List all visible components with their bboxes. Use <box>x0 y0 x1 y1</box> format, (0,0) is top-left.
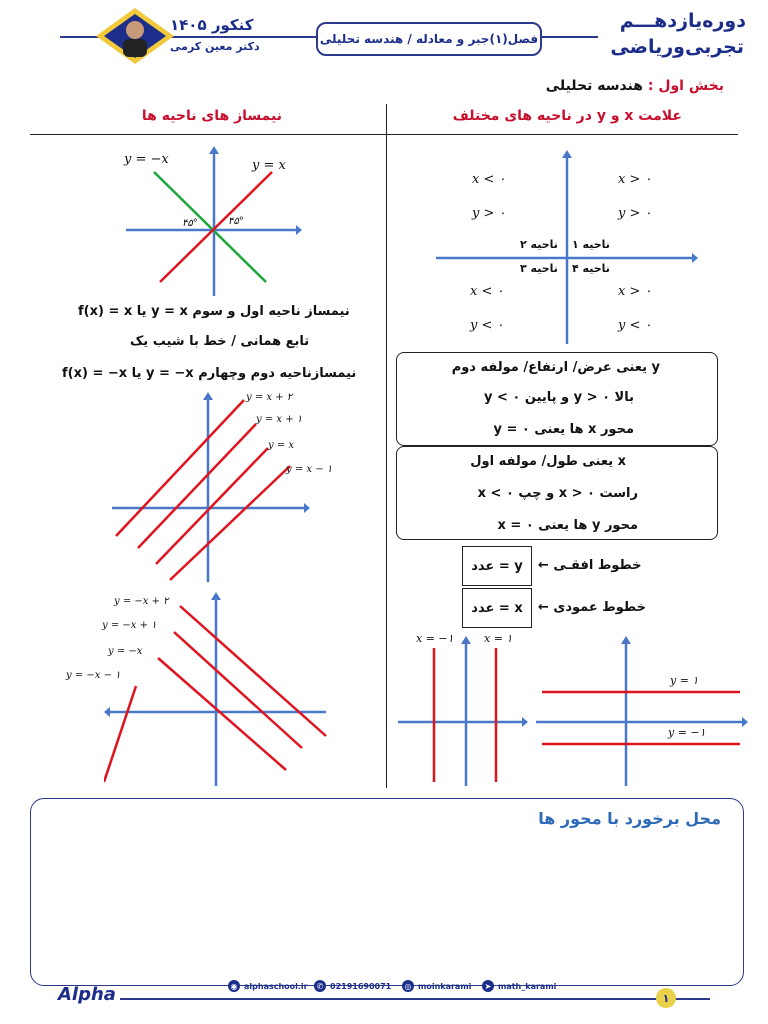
quadrant-1-label: ناحیه ۱ <box>572 238 610 251</box>
header-rule-left <box>60 36 100 38</box>
page-number: ۱ <box>656 988 676 1008</box>
vertical-lines-graph <box>398 636 528 786</box>
axis-intersection-title: محل برخورد با محور ها <box>538 809 721 828</box>
q1-x-sign: x > ۰ <box>618 172 652 187</box>
footer-rule <box>120 998 710 1000</box>
website-text: alphaschool.ir <box>244 981 308 991</box>
angle-right-label: ۴۵° <box>228 216 244 227</box>
line-neg-x-label: y = −x <box>108 646 143 657</box>
line-x-label: y = x <box>268 440 295 451</box>
footer-website[interactable] <box>228 980 308 992</box>
instagram-text: moinkarami <box>418 981 472 991</box>
bisector-24-text: نیمسازناحیه دوم وچهارم y = −x یا f(x) = −x <box>62 366 357 381</box>
horizontal-lines-value: y = عدد <box>462 546 532 586</box>
horizontal-lines-graph <box>536 636 748 786</box>
q4-y-sign: y < ۰ <box>618 318 652 333</box>
konkur-title: کنکور ۱۴۰۵ <box>170 16 254 34</box>
y-meaning-line2: بالا ۰ < y و پایین ۰ > y <box>483 390 634 405</box>
x-one-label: x = ۱ <box>484 632 513 645</box>
header-rule-mid <box>170 36 316 38</box>
line-neg-x-plus-1-label: y = −x + ۱ <box>102 620 157 631</box>
neg-bisector-label: y = −x <box>124 152 169 167</box>
angle-left-label: ۴۵° <box>182 218 198 229</box>
phone-icon: ✆ <box>314 980 326 992</box>
vertical-lines-label: خطوط عمودی ← <box>538 600 646 615</box>
grade-subtitle: تجربی‌وریاضی <box>610 36 744 58</box>
teacher-avatar <box>96 8 174 64</box>
alpha-logo: Alpha <box>58 984 116 1005</box>
instagram-icon: ◎ <box>402 980 414 992</box>
chapter-title: فصل(۱)جبر و معادله / هندسه تحلیلی <box>316 22 542 56</box>
vertical-lines-value: x = عدد <box>462 588 532 628</box>
q4-x-sign: x > ۰ <box>618 284 652 299</box>
line-x-minus-1-label: y = x − ۱ <box>286 464 333 475</box>
axis-intersection-box <box>30 798 744 986</box>
section-prefix: بخش اول : <box>647 78 724 94</box>
quadrant-3-label: ناحیه ۳ <box>520 262 558 275</box>
bisector-13-text: نیمساز ناحیه اول و سوم y = x یا f(x) = x <box>78 304 350 319</box>
y-minus-one-label: y = −۱ <box>668 726 706 739</box>
heading-divider <box>30 134 738 135</box>
section-name: هندسه تحلیلی <box>545 78 643 94</box>
x-minus-one-label: x = −۱ <box>416 632 454 645</box>
footer-telegram[interactable] <box>482 980 556 992</box>
q2-y-sign: y > ۰ <box>472 206 506 221</box>
header-rule-right <box>538 36 598 38</box>
identity-function-text: تابع همانی / خط با شیب یک <box>130 334 310 349</box>
teacher-name: دکتر معین کرمی <box>170 40 260 53</box>
telegram-icon: ➤ <box>482 980 494 992</box>
q3-x-sign: x < ۰ <box>470 284 504 299</box>
quadrant-2-label: ناحیه ۲ <box>520 238 558 251</box>
x-meaning-line2: راست ۰ < x و چپ ۰ > x <box>477 486 638 501</box>
grade-title: دوره‌یازدهـــم <box>619 10 746 32</box>
y-one-label: y = ۱ <box>670 674 699 687</box>
line-x-plus-2-label: y = x + ۲ <box>246 392 293 403</box>
right-column-heading: علامت x و y در ناحیه های مختلف <box>452 108 682 124</box>
phone-text: 02191690071 <box>330 981 392 991</box>
q3-y-sign: y < ۰ <box>470 318 504 333</box>
line-neg-x-minus-1-label: y = −x − ۱ <box>66 670 121 681</box>
pos-bisector-label: y = x <box>252 158 286 173</box>
line-x-plus-1-label: y = x + ۱ <box>256 414 303 425</box>
x-meaning-line3: محور y ها یعنی x = ۰ <box>497 518 638 533</box>
y-meaning-line3: محور x ها یعنی y = ۰ <box>493 422 634 437</box>
q1-y-sign: y > ۰ <box>618 206 652 221</box>
line-neg-x-plus-2-label: y = −x + ۲ <box>114 596 169 607</box>
quadrant-4-label: ناحیه ۴ <box>572 262 610 275</box>
q2-x-sign: x < ۰ <box>472 172 506 187</box>
globe-icon: ◉ <box>228 980 240 992</box>
left-column-heading: نیمساز های ناحیه ها <box>141 108 282 124</box>
footer-instagram[interactable] <box>402 980 471 992</box>
horizontal-lines-label: خطوط افقـی ← <box>538 558 642 573</box>
footer-phone[interactable] <box>314 980 391 992</box>
x-meaning-line1: x یعنی طول/ مولفه اول <box>470 454 626 469</box>
section-title <box>546 78 724 94</box>
column-divider <box>386 104 387 788</box>
telegram-text: math_karami <box>498 981 557 991</box>
y-meaning-line1: y یعنی عرض/ ارتفاع/ مولفه دوم <box>451 360 660 375</box>
